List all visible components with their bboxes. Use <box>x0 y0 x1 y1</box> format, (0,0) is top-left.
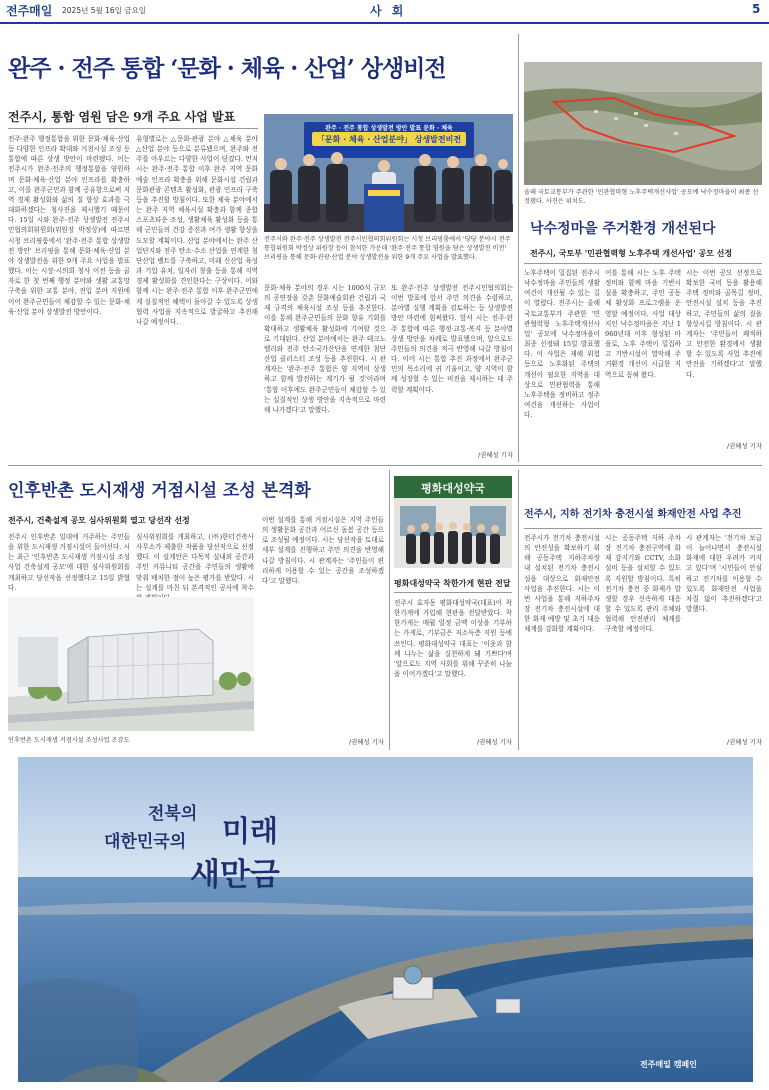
article3-col3: 이번 설계를 통해 거점시설은 지역 주민들의 생활문화 공간과 어르신 돌봄 공간 등으로 조성될 예정이다. 시는 당선작을 토대로 세부 설계를 진행하고 주민 의견을 반영해 나갈 방침이다. 시 관계자는 '주민들이 편리하게 이용할 수 있는 공간을 조성하겠다'고 말했다. <box>262 516 384 585</box>
ad-line4: 새만금 <box>190 857 280 893</box>
divider <box>8 128 258 129</box>
article4-photo <box>394 476 512 568</box>
article3-subhead: 전주시, 건축설계 공모 심사위원회 열고 당선작 선정 <box>8 515 190 525</box>
building-rendering-illustration <box>8 597 254 731</box>
article1-byline: /권혜성 기자 <box>477 451 513 459</box>
article2-col3: 시는 이번 공모 선정으로 확보한 국비 등을 활용해 주택 정비와 골목길 정비, 안전시설 설치 등을 추진하고, 주민들의 삶의 질을 향상시킬 방침이다. 시 관계자는 '주민들이 쾌적하고 안전한 환경에서 생활할 수 있도록 사업 추진에 만전을 기하겠다'고 말했다. <box>686 269 762 379</box>
article3-rendering <box>8 597 254 731</box>
paper-name: 전주매일 <box>6 4 53 18</box>
section-separator <box>8 465 762 466</box>
column-separator <box>518 470 519 750</box>
article4-body: 전주시 효자동 평화대성약국(대표)이 착한가게에 가입해 현판을 전달받았다. 착한가게는 매월 일정 금액 이상을 기부하는 가게로, 기부금은 저소득층 지원 등에 쓰인다. 평화대성약국 대표는 '이웃과 함께 나누는 삶을 실천하게 돼 기쁘다'며 '앞으로도 지역 사회를 위해 꾸준히 나눔을 이어가겠다'고 말했다. <box>394 599 512 679</box>
article1-col4: 또 완주·전주 상생발전 전주시민협의회는 이번 발표에 앞서 주민 의견을 수렴하고, 분야별 실행 계획을 검토하는 등 상생발전 방안 마련에 힘써왔다. 앞서 시는 전주·완주 통합에 따른 행정·교통·복지 등 분야별 상생 방안을 차례로 발표했으며, 앞으로도 주민들의 의견을 적극 반영해 나갈 방침이다. 이어 시는 통합 추진 과정에서 완주군민의 목소리에 귀 기울이고, 양 지역이 함께 성장할 수 있는 비전을 제시하는 데 주력할 계획이다. <box>391 284 513 394</box>
article5-byline: /권혜성 기자 <box>726 738 762 746</box>
article3-byline: /권혜성 기자 <box>348 738 384 746</box>
ad-footer: 전주매일 캠페인 <box>640 1060 697 1069</box>
ad-line1: 전북의 <box>148 804 198 824</box>
article5-col2: 시는 공동주택 지하 주차장 전기차 충전구역에 화재 감지기와 CCTV, 소화 설비 등을 설치할 수 있도록 지원할 방침이다. 특히 전기차 충전 중 화재가 발생할 경우 신속하게 대응할 수 있도록 관리 주체와 협력해 안전관리 체계를 구축할 예정이다. <box>605 534 681 634</box>
photo-banner-top: 완주 · 전주 통합 상생발전 방안 발표 문화 · 체육 <box>325 125 453 132</box>
article2-photo-caption: 올해 국토교통부가 주관한 '민관협력형 노후주택개선사업' 공모에 낙수정마을이 최종 선정됐다. 사진은 위치도. <box>524 189 759 205</box>
article5-col3: 시 관계자는 '전기차 보급이 늘어나면서 충전시설 화재에 대한 우려가 커지고 있다'며 '시민들이 안심하고 전기차를 이용할 수 있도록 화재안전 사업을 차질 없이 추진하겠다'고 말했다. <box>686 534 762 614</box>
column-separator <box>518 34 519 462</box>
article3-col2: 심사위원회를 개최하고, (㈜)한터건축사사무소가 제출한 작품을 당선작으로 선정했다. 이 설계안은 다목적 실내외 공간과 주민 커뮤니티 공간을 주민들의 생활에 맞춰 배치한 점이 높은 평가를 받았다. 시는 설계를 마친 뒤 본격적인 공사에 착수 <box>136 533 254 592</box>
divider <box>524 528 762 529</box>
saemangeum-aerial-illustration <box>18 757 753 1082</box>
aerial-map-illustration <box>524 62 762 185</box>
article2-headline: 낙수정마을 주거환경 개선된다 <box>530 221 716 237</box>
article2-photo <box>524 62 762 185</box>
article2-subhead: 전주시, 국토부 '민관협력형 노후주택 개선사업' 공모 선정 <box>530 248 733 258</box>
article1-photo <box>264 114 513 232</box>
article2-byline: /권혜성 기자 <box>726 442 762 450</box>
article5-headline: 전주시, 지하 전기차 충전시설 화재안전 사업 추진 <box>524 509 742 520</box>
ad-line2: 대한민국의 <box>104 832 187 852</box>
masthead <box>0 0 769 22</box>
article1-col3: 문화·체육 분야의 경우 시는 1000석 규모의 공연장을 갖춘 문화예술회관 건립과 국제 규격의 체육시설 조성 등을 추진한다. 이를 통해 완주군민들의 문화 향유 기회를 확대하고 생활체육 활성화에 기여할 것으로 기대된다. 산업 분야에서는 완주 테크노밸리와 전주 탄소국가산단을 연계한 첨단산업 클러스터 조성 등을 추진한다. 시 관계자는 '완주·전주 통합은 양 지역이 상생하고 함께 발전하는 계기가 될 것'이라며 '통합 이후에도 완주군민들이 체감할 수 있는 실질적인 상생 방안을 지속적으로 마련해 나가겠다'고 말했다. <box>264 284 386 414</box>
ad-line3: 미래 <box>222 814 279 848</box>
article3-caption: 인후반촌 도시재생 거점시설 조성사업 조감도 <box>8 737 130 744</box>
issue-date: 2025년 5월 16일 금요일 <box>62 6 147 15</box>
article4-byline: /권혜성 기자 <box>476 738 512 746</box>
divider <box>524 263 762 264</box>
column-separator <box>389 470 390 750</box>
divider <box>394 592 512 593</box>
article3-headline: 인후반촌 도시재생 거점시설 조성 본격화 <box>8 481 311 501</box>
masthead-rule <box>0 22 769 24</box>
article4-headline: 평화대성약국 착한가게 현판 전달 <box>394 578 511 588</box>
article1-col1: 전주·완주 행정통합을 위한 문화·체육·산업 등 다양한 인프라 확대와 거점시설 조성 등 통합에 따른 상생 방안이 마련됐다. 이는 전주시가 완주·전주의 행정통합을 염원하며 문화·체육·산업 분야 인프라를 확충하고, 이를 완주군민과 함께 공유함으로써 지역 경제 활성화와 삶의 질 향상 효과를 극대화하겠다는 청사진을 제시했기 때문이다. 15일 시와 완주·전주 상생발전 전주시민협의회위원회(위원장 박정상)에 따르면 시청 브리핑룸에서 '완주·전주 통합 상생발전 방안' 브리핑을 통해 문화·체육·산업 분야 상생발전을 위한 9개 주요 사업을 발표했다. 이는 시장·시의회 청사 이전 등을 골자로 한 첫 번째 행정 분야와 생활 교통망 구축을 위한 교통 분야, 전입 분야 지원에 이어 완주군민들이 체감할 수 있는 문화·체육·산업 분야 상생발전 방안이다. <box>8 135 130 316</box>
article1-photo-caption: 전주시와 완주·전주 상생발전 전주시민협의회위원회는 시청 브리핑룸에서 '당당 분야시 전주통합위원회 박정상 위원장 등이 참석한 가운데 '완주·전주 통합 염원을 담은 상생발전 비전' 브리핑을 통해 문화·관광·산업 분야 상생발전을 위한 9개 주요 사업을 발표했다. <box>264 236 511 261</box>
article1-subhead: 전주시, 통합 염원 담은 9개 주요 사업 발표 <box>8 110 236 124</box>
article3-col1: 전주시 인후반촌 일대에 거주하는 주민들을 위한 도시재생 거점시설이 들어선다. 시는 최근 '인후반촌 도시재생 거점시설 조성사업 건축설계 공모'에 대한 심사위원회를 개최하고 당선작을 선정했다고 15일 밝혔다. <box>8 533 130 592</box>
article2-col2: 이를 통해 시는 노후 주택 정비와 함께 마을 기반시설을 확충하고, 주민 공동체 활성화 프로그램을 운영할 예정이다. 사업 대상지인 낙수정마을은 지난 1960년대 이후 형성된 마을로, 노후 주택이 밀집하고 기반시설이 열악해 주거환경 개선이 시급한 지역으로 꼽혀 왔다. <box>605 269 681 379</box>
pharmacy-sign: 평화대성약국 <box>421 482 485 495</box>
article2-col1: 노후주택이 밀집된 전주시 낙수정마을 주민들의 생활 여건이 개선될 수 있는 길이 열렸다. 전주시는 올해 국토교통부가 주관한 '민관협력형 노후주택개선사업' 공모에 낙수정마을이 최종 선정돼 15일 발표했다. 이 사업은 재해 위험 등으로 노후화된 주택의 개선이 필요한 지역을 대상으로 민관협력을 통해 노후주택을 정비하고 정주여건을 개선하는 사업이다. <box>524 269 600 420</box>
article1-col2: 유형별로는 △문화·관광 분야 △체육 분야 △산업 분야 등으로 분류됐으며, 완주와 전주를 아우르는 다양한 사업이 담겼다. 먼저 시는 완주·전주 통합 이후 완주 지역 문화예술 인프라 확충을 위해 문화시설 건립과 문화관광 콘텐츠 활성화, 관광 인프라 구축 등을 추진할 방침이다. 또한 체육 분야에서는 완주 지역 체육시설 확충과 함께 종합 스포츠타운 조성, 생활체육 활성화 등을 통해 군민들의 건강 증진과 여가 생활 향상을 도모할 계획이다. 산업 분야에서는 완주 산업단지와 전주 탄소·수소 산업을 연계한 첨단산업 벨트를 구축하고, 미래 신산업 육성과 기업 유치, 일자리 창출 등을 통해 지역 경제 활성화를 견인한다는 구상이다. 이와 함께 시는 완주·전주 통합 이후 완주군민에게 실질적인 혜택이 돌아갈 수 있도록 상생협력 사업을 지속적으로 발굴하고 추진해 나갈 예정이다. <box>136 135 258 326</box>
article5-col1: 전주시가 전기차 충전시설의 안전성을 확보하기 위해 공동주택 지하주차장 내 설치된 전기차 충전시설을 대상으로 화재안전 사업을 추진한다. 시는 이번 사업을 통해 지하주차장 전기차 충전시설에 대한 화재 예방 및 초기 대응 체계를 강화할 계획이다. <box>524 534 600 634</box>
page-number: 5 <box>752 2 761 16</box>
saemangeum-campaign-ad <box>18 757 753 1082</box>
photo-banner-main: 「문화 · 체육 · 산업분야」 상생발전비전 <box>316 135 462 144</box>
section-title: 사 회 <box>370 4 407 18</box>
article1-headline: 완주 · 전주 통합 ‘문화 · 체육 · 산업’ 상생비전 <box>8 55 446 82</box>
